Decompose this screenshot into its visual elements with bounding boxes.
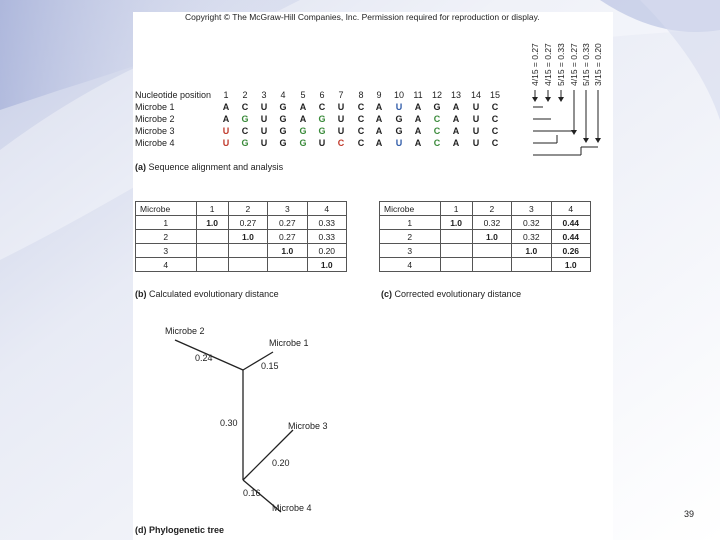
- table-cell: 1.0: [268, 244, 307, 258]
- base-u: U: [337, 102, 345, 112]
- base-a: A: [414, 126, 422, 136]
- distance-fraction-label: 5/15 = 0.33: [581, 43, 591, 86]
- base-u: U: [472, 102, 480, 112]
- table-cell: 0.27: [268, 216, 307, 230]
- table-cell: [440, 244, 472, 258]
- base-a: A: [414, 102, 422, 112]
- table-cell: [268, 258, 307, 272]
- arrow-head: [595, 138, 601, 143]
- table-cell: 1.0: [472, 230, 511, 244]
- caption-c-text: Corrected evolutionary distance: [394, 289, 522, 299]
- base-a: A: [222, 102, 230, 112]
- base-g: G: [318, 126, 326, 136]
- base-a: A: [452, 126, 460, 136]
- tree-label-microbe-3: Microbe 3: [288, 421, 328, 431]
- position-number: 6: [319, 90, 325, 100]
- base-a: A: [375, 114, 383, 124]
- table-cell: [228, 244, 267, 258]
- table-cell: [196, 244, 228, 258]
- position-number: 12: [431, 90, 442, 100]
- table-cell: 1.0: [196, 216, 228, 230]
- position-number: 7: [338, 90, 344, 100]
- caption-b-text: Calculated evolutionary distance: [149, 289, 279, 299]
- base-u: U: [337, 114, 345, 124]
- base-c: C: [357, 138, 365, 148]
- caption-a: [135, 162, 283, 172]
- caption-b-letter: (b): [135, 289, 147, 299]
- base-u: U: [318, 138, 326, 148]
- position-number: 15: [489, 90, 500, 100]
- arrow-head: [558, 97, 564, 102]
- base-a: A: [414, 114, 422, 124]
- table-header-cell: 2: [472, 202, 511, 216]
- table-cell: [440, 258, 472, 272]
- base-c: C: [337, 138, 345, 148]
- base-c: C: [241, 126, 249, 136]
- table-row: [136, 258, 347, 272]
- distance-fraction-label: 4/15 = 0.27: [543, 43, 553, 86]
- position-number: 4: [280, 90, 286, 100]
- table-header-cell: Microbe: [136, 202, 197, 216]
- caption-c: [381, 289, 521, 299]
- base-g: G: [241, 138, 249, 148]
- base-u: U: [395, 138, 403, 148]
- base-a: A: [452, 138, 460, 148]
- position-number: 10: [393, 90, 404, 100]
- table-cell: 3: [136, 244, 197, 258]
- table-cell: 0.44: [551, 216, 590, 230]
- base-c: C: [491, 102, 499, 112]
- branch-length-015: 0.15: [261, 361, 279, 371]
- base-a: A: [222, 114, 230, 124]
- table-row: [380, 258, 591, 272]
- base-g: G: [433, 102, 441, 112]
- table-cell: 0.27: [228, 216, 267, 230]
- table-cell: 0.27: [268, 230, 307, 244]
- caption-d: [135, 525, 224, 535]
- base-a: A: [299, 102, 307, 112]
- base-g: G: [395, 126, 403, 136]
- table-header-row: [136, 202, 347, 216]
- caption-a-text: Sequence alignment and analysis: [148, 162, 284, 172]
- copyright-notice: Copyright © The McGraw-Hill Companies, Inc. Permission required for reproduction or display.: [185, 12, 540, 22]
- table-row: [136, 230, 347, 244]
- table-header-cell: 1: [440, 202, 472, 216]
- microbe-row-label: Microbe 3: [135, 126, 175, 136]
- base-g: G: [299, 138, 307, 148]
- table-header-cell: 4: [307, 202, 346, 216]
- base-a: A: [452, 114, 460, 124]
- table-cell: 0.32: [512, 230, 551, 244]
- base-u: U: [222, 126, 230, 136]
- base-a: A: [375, 102, 383, 112]
- base-u: U: [260, 102, 268, 112]
- distance-fraction-label: 4/15 = 0.27: [569, 43, 579, 86]
- table-header-cell: 3: [512, 202, 551, 216]
- branch-length-030: 0.30: [220, 418, 238, 428]
- table-corrected-distance: [379, 201, 591, 272]
- base-c: C: [433, 114, 441, 124]
- table-cell: 0.26: [551, 244, 590, 258]
- caption-d-text: Phylogenetic tree: [149, 525, 225, 535]
- base-a: A: [414, 138, 422, 148]
- nucleotide-position-label: Nucleotide position: [135, 90, 212, 100]
- table-cell: [196, 258, 228, 272]
- table-cell: [228, 258, 267, 272]
- position-number: 9: [376, 90, 382, 100]
- table-cell: 1.0: [440, 216, 472, 230]
- base-c: C: [357, 114, 365, 124]
- table-cell: 1: [380, 216, 441, 230]
- tree-label-microbe-1: Microbe 1: [269, 338, 309, 348]
- base-g: G: [318, 114, 326, 124]
- base-c: C: [357, 126, 365, 136]
- table-cell: 0.20: [307, 244, 346, 258]
- distance-fraction-label: 3/15 = 0.20: [593, 43, 603, 86]
- branch-microbe-3: [243, 430, 293, 480]
- position-number: 13: [450, 90, 461, 100]
- table-cell: 0.33: [307, 216, 346, 230]
- arrow-head: [545, 97, 551, 102]
- table-calculated-distance: [135, 201, 347, 272]
- table-cell: 3: [380, 244, 441, 258]
- distance-fraction-label: 4/15 = 0.27: [530, 43, 540, 86]
- base-u: U: [472, 114, 480, 124]
- branch-length-016: 0.16: [243, 488, 261, 498]
- base-u: U: [395, 102, 403, 112]
- base-c: C: [433, 138, 441, 148]
- table-cell: 4: [136, 258, 197, 272]
- base-g: G: [279, 138, 287, 148]
- arrow-head: [532, 97, 538, 102]
- base-u: U: [260, 114, 268, 124]
- base-g: G: [279, 114, 287, 124]
- base-a: A: [299, 114, 307, 124]
- table-cell: 1: [136, 216, 197, 230]
- position-number: 1: [223, 90, 229, 100]
- branch-length-020: 0.20: [272, 458, 290, 468]
- base-u: U: [337, 126, 345, 136]
- base-u: U: [472, 126, 480, 136]
- caption-c-letter: (c): [381, 289, 392, 299]
- caption-d-letter: (d): [135, 525, 147, 535]
- base-u: U: [222, 138, 230, 148]
- table-cell: [440, 230, 472, 244]
- position-number: 3: [261, 90, 267, 100]
- table-cell: 1.0: [551, 258, 590, 272]
- table-header-cell: 2: [228, 202, 267, 216]
- microbe-row-label: Microbe 4: [135, 138, 175, 148]
- table-row: [136, 244, 347, 258]
- table-header-cell: Microbe: [380, 202, 441, 216]
- position-number: 11: [413, 90, 423, 100]
- base-g: G: [241, 114, 249, 124]
- base-g: G: [395, 114, 403, 124]
- table-header-cell: 4: [551, 202, 590, 216]
- branch-length-024: 0.24: [195, 353, 213, 363]
- table-row: [380, 230, 591, 244]
- table-cell: 2: [136, 230, 197, 244]
- table-cell: 0.44: [551, 230, 590, 244]
- table-cell: 4: [380, 258, 441, 272]
- base-g: G: [279, 126, 287, 136]
- table-cell: 1.0: [228, 230, 267, 244]
- base-c: C: [491, 138, 499, 148]
- base-c: C: [357, 102, 365, 112]
- base-g: G: [279, 102, 287, 112]
- table-cell: [472, 244, 511, 258]
- position-number: 5: [300, 90, 306, 100]
- microbe-row-label: Microbe 1: [135, 102, 175, 112]
- table-row: [380, 216, 591, 230]
- figure-panel: [133, 12, 613, 540]
- tree-label-microbe-4: Microbe 4: [272, 503, 312, 513]
- table-cell: 1.0: [307, 258, 346, 272]
- caption-b: [135, 289, 279, 299]
- caption-a-letter: (a): [135, 162, 146, 172]
- distance-fraction-label: 5/15 = 0.33: [556, 43, 566, 86]
- table-cell: 2: [380, 230, 441, 244]
- base-u: U: [260, 138, 268, 148]
- page-number: 39: [684, 509, 695, 519]
- position-number: 2: [242, 90, 248, 100]
- base-a: A: [375, 138, 383, 148]
- position-number: 8: [358, 90, 364, 100]
- table-header-cell: 3: [268, 202, 307, 216]
- table-header-row: [380, 202, 591, 216]
- base-a: A: [375, 126, 383, 136]
- table-cell: 0.32: [512, 216, 551, 230]
- table-header-cell: 1: [196, 202, 228, 216]
- table-cell: 0.33: [307, 230, 346, 244]
- base-c: C: [433, 126, 441, 136]
- microbe-row-label: Microbe 2: [135, 114, 175, 124]
- table-cell: [472, 258, 511, 272]
- base-a: A: [452, 102, 460, 112]
- base-c: C: [241, 102, 249, 112]
- base-c: C: [491, 126, 499, 136]
- table-cell: [512, 258, 551, 272]
- base-c: C: [491, 114, 499, 124]
- tree-label-microbe-2: Microbe 2: [165, 326, 205, 336]
- base-g: G: [299, 126, 307, 136]
- table-cell: 0.32: [472, 216, 511, 230]
- base-c: C: [318, 102, 326, 112]
- table-row: [380, 244, 591, 258]
- base-u: U: [472, 138, 480, 148]
- table-cell: 1.0: [512, 244, 551, 258]
- arrow-head: [583, 138, 589, 143]
- base-u: U: [260, 126, 268, 136]
- table-cell: [196, 230, 228, 244]
- table-row: [136, 216, 347, 230]
- position-number: 14: [470, 90, 481, 100]
